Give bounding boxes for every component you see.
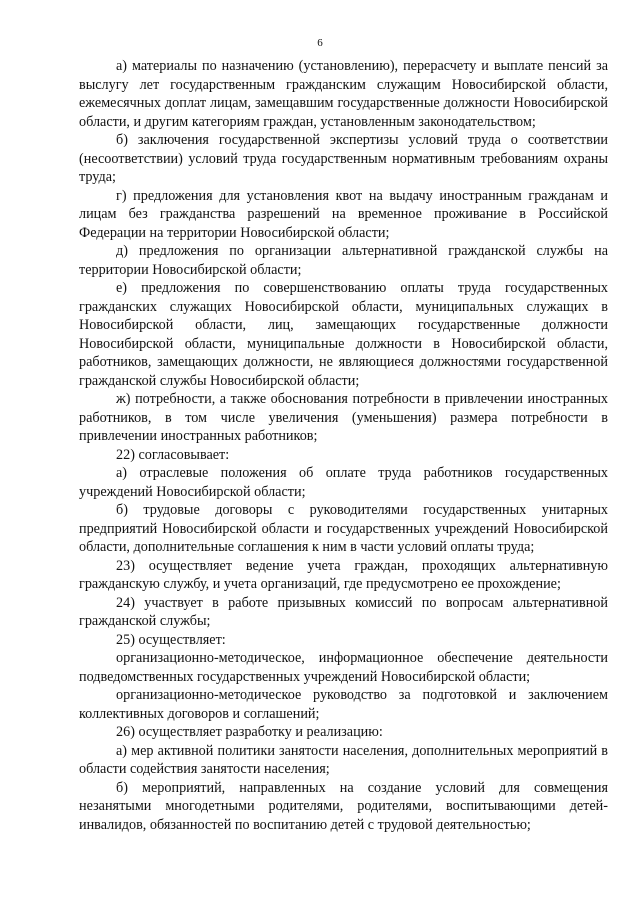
document-body [79, 57, 608, 834]
paragraph-item-a-pension-materials: а) материалы по назначению (установлению), перерасчету и выплате пенсий за выслугу лет государственным гражданским служащим Новосибирской области, ежемесячных доплат лицам, замещавшим государственные должности Новосибирской области, и другим категориям граждан, установленным законодательством; [79, 58, 608, 130]
paragraph-point-22: 22) согласовывает: [116, 446, 230, 463]
paragraph-point-24: 24) участвует в работе призывных комиссий по вопросам альтернативной гражданской службы; [79, 594, 608, 629]
paragraph-point-26: 26) осуществляет разработку и реализацию: [116, 724, 383, 740]
page-number: 6 [317, 37, 323, 49]
paragraph-item-b-parents-employment: б) мероприятий, направленных на создание условий для совмещения незанятыми многодетными родителями, родителями, воспитывающими детей-инвалидов, обязанностей по воспитанию детей с трудовой деятельностью; [79, 779, 608, 833]
paragraph-item-d-alternative-service: д) предложения по организации альтернативной гражданской службы на территории Новосибирской области; [79, 243, 608, 278]
paragraph-item-zh-foreign-workers: ж) потребности, а также обоснования потребности в привлечении иностранных работников, в том числе увеличения (уменьшения) размера потребности в привлечении иностранных работников; [79, 391, 608, 444]
paragraph-item-a-employment-policy: а) мер активной политики занятости населения, дополнительных мероприятий в области содействия занятости населения; [79, 742, 608, 777]
paragraph-point-23: 23) осуществляет ведение учета граждан, проходящих альтернативную гражданскую службу, и учета организаций, где предусмотрено ее прохождение; [79, 557, 608, 592]
paragraph-item-a-industry-regulations: а) отраслевые положения об оплате труда работников государственных учреждений Новосибирской области; [79, 465, 608, 500]
paragraph-methodical-support: организационно-методическое, информационное обеспечение деятельности подведомственных государственных учреждений Новосибирской области; [79, 650, 608, 685]
paragraph-item-e-wage-proposals: е) предложения по совершенствованию оплаты труда государственных гражданских служащих Новосибирской области, муниципальных служащих в Новосибирской области, лиц, замещающих государственные должности Новосибирской области, муниципальные должности в Новосибирской области, работников, замещающих должности, не являющиеся должностями государственной гражданской службы Новосибирской области; [79, 280, 608, 389]
paragraph-item-b-labor-expertise: б) заключения государственной экспертизы условий труда о соответствии (несоответствии) условий труда государственным нормативным требованиям охраны труда; [79, 132, 608, 185]
paragraph-collective-agreements: организационно-методическое руководство за подготовкой и заключением коллективных договоров и соглашений; [79, 687, 608, 722]
paragraph-point-25: 25) осуществляет: [116, 631, 226, 648]
paragraph-item-g-quotas: г) предложения для установления квот на выдачу иностранным гражданам и лицам без гражданства разрешений на временное проживание в Российской Федерации на территории Новосибирской области; [79, 187, 608, 241]
paragraph-item-b-employment-contracts: б) трудовые договоры с руководителями государственных унитарных предприятий Новосибирской области и государственных учреждений Новосибирской области, дополнительные соглашения к ним в части условий оплаты труда; [79, 502, 608, 555]
